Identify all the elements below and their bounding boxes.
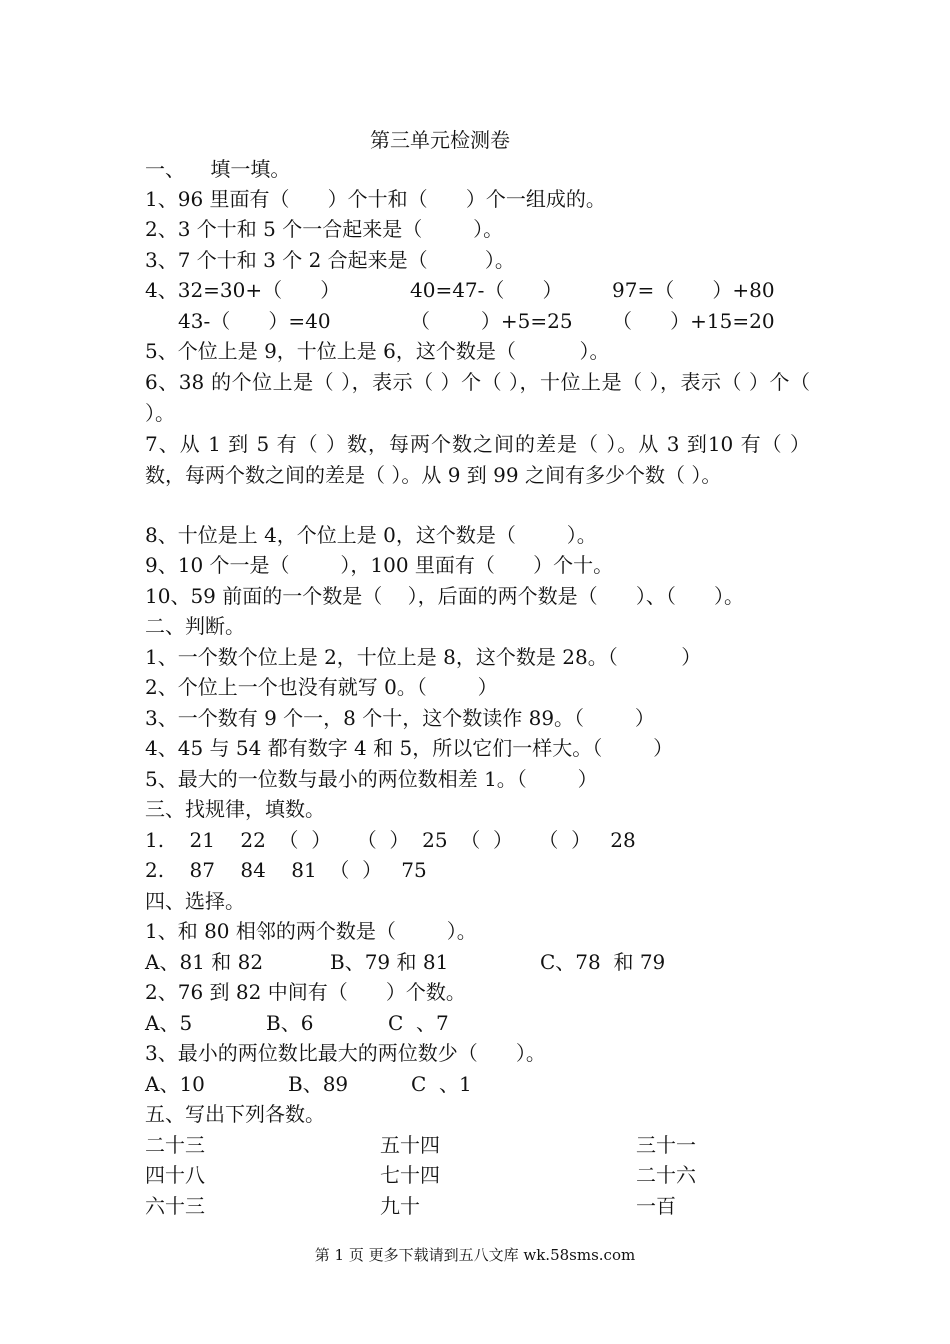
number-word: 三十一 (636, 1133, 696, 1157)
number-word: 四十八 (145, 1163, 205, 1187)
choice-2-option-c: C 、7 (388, 1011, 449, 1035)
number-word: 五十四 (380, 1133, 440, 1157)
question-1-5: 5、个位上是 9，十位上是 6，这个数是（ ）。 (145, 339, 610, 363)
question-1-4b-col1: 43-（ ）=40 (178, 309, 331, 333)
judge-item-1: 1、一个数个位上是 2，十位上是 8，这个数是 28。（ ） (145, 645, 702, 669)
question-1-4b-col2: （ ）+5=25 (410, 309, 573, 333)
choice-3-option-b: B、89 (288, 1072, 349, 1096)
question-1-9: 9、10 个一是（ ），100 里面有（ ）个十。 (145, 553, 614, 577)
pattern-row-1: 1. 21 22 （ ） （ ） 25 （ ） （ ） 28 (145, 828, 636, 852)
choice-1-option-b: B、79 和 81 (330, 950, 449, 974)
judge-item-2: 2、个位上一个也没有就写 0。（ ） (145, 675, 498, 699)
question-1-8: 8、十位是上 4，个位上是 0，这个数是（ ）。 (145, 523, 597, 547)
number-word: 一百 (636, 1194, 676, 1218)
question-1-7: 7、从 1 到 5 有（ ）数，每两个数之间的差是（ ）。从 3 到10 有（ ）数，每两个数之间的差是（ ）。从 9 到 99 之间有多少个数（ ）。 (145, 432, 810, 487)
section-3-heading: 三、找规律，填数。 (145, 797, 325, 821)
section-1-heading: 一、 填一填。 (145, 157, 291, 181)
question-1-3: 3、7 个十和 3 个 2 合起来是（ ）。 (145, 248, 515, 272)
choice-3-option-c: C 、1 (411, 1072, 472, 1096)
number-word: 二十三 (145, 1133, 205, 1157)
choice-1-option-a: A、81 和 82 (145, 950, 264, 974)
pattern-row-2: 2. 87 84 81 （ ） 75 (145, 858, 427, 882)
question-1-4b-col3: （ ）+15=20 (612, 309, 775, 333)
choice-1-option-c: C、78 和 79 (540, 950, 666, 974)
number-word: 九十 (380, 1194, 420, 1218)
judge-item-5: 5、最大的一位数与最小的两位数相差 1。（ ） (145, 767, 598, 791)
question-1-1: 1、96 里面有（ ）个十和（ ）个一组成的。 (145, 187, 606, 211)
choice-2-option-a: A、5 (145, 1011, 193, 1035)
choice-question-1: 1、和 80 相邻的两个数是（ ）。 (145, 919, 477, 943)
judge-item-3: 3、一个数有 9 个一，8 个十，这个数读作 89。（ ） (145, 706, 655, 730)
choice-question-3: 3、最小的两位数比最大的两位数少（ ）。 (145, 1041, 546, 1065)
question-1-4a-col1: 4、32=30+（ ） (145, 278, 341, 302)
page-title: 第三单元检测卷 (370, 128, 510, 152)
section-2-heading: 二、判断。 (145, 614, 245, 638)
choice-3-option-a: A、10 (145, 1072, 205, 1096)
number-word: 七十四 (380, 1163, 440, 1187)
page-footer: 第 1 页 更多下载请到五八文库 wk.58sms.com (314, 1246, 636, 1264)
question-1-2: 2、3 个十和 5 个一合起来是（ ）。 (145, 217, 504, 241)
number-word: 六十三 (145, 1194, 205, 1218)
choice-question-2: 2、76 到 82 中间有（ ）个数。 (145, 980, 466, 1004)
choice-2-option-b: B、6 (266, 1011, 314, 1035)
section-5-heading: 五、写出下列各数。 (145, 1102, 325, 1126)
question-1-4a-col3: 97=（ ）+80 (612, 278, 775, 302)
number-word: 二十六 (636, 1163, 696, 1187)
question-1-6: 6、38 的个位上是（ ），表示（ ）个（ ），十位上是（ ），表示（ ）个（ ）。 (145, 370, 810, 425)
question-1-4a-col2: 40=47-（ ） (410, 278, 563, 302)
question-1-10: 10、59 前面的一个数是（ ），后面的两个数是（ ）、（ ）。 (145, 584, 744, 608)
section-4-heading: 四、选择。 (145, 889, 245, 913)
judge-item-4: 4、45 与 54 都有数字 4 和 5，所以它们一样大。（ ） (145, 736, 674, 760)
